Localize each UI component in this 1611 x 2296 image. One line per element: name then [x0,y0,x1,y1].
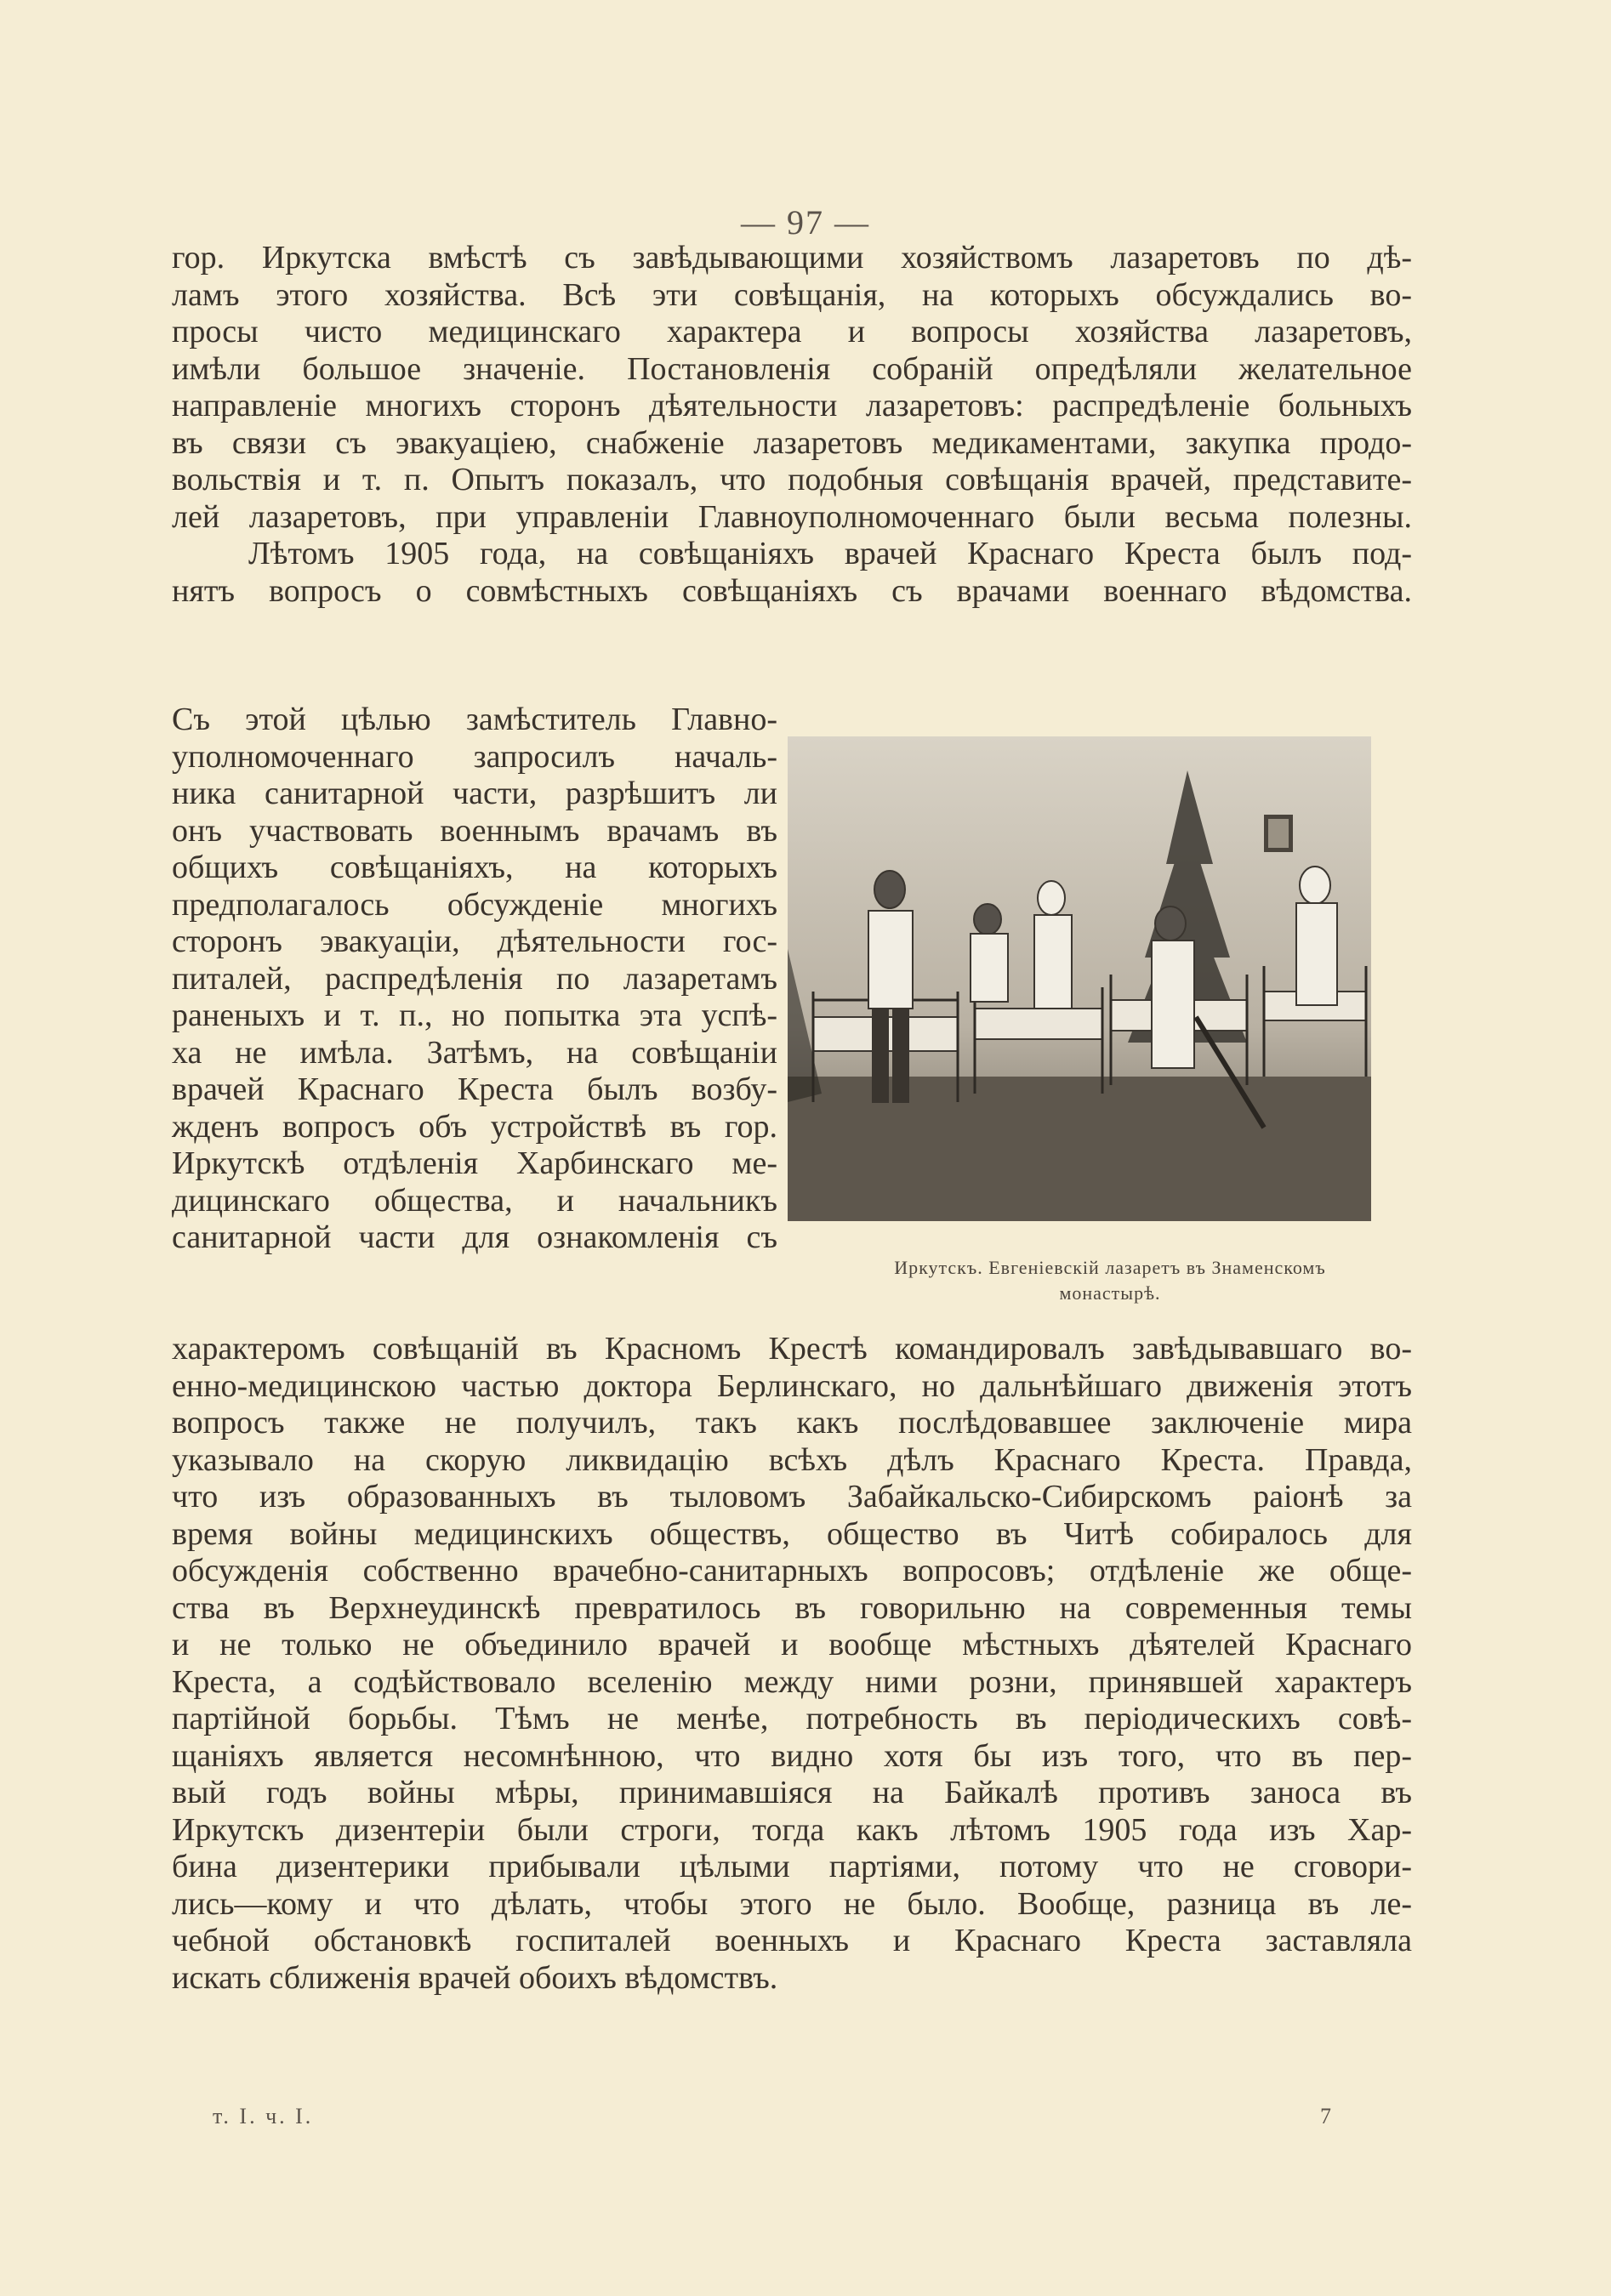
text-line: партійной борьбы. Тѣмъ не менѣе, потребность въ періодическихъ совѣ- [172,1701,1412,1736]
top-paragraph [172,240,1412,610]
text-line: вольствія и т. п. Опытъ показалъ, что подобныя совѣщанія врачей, представите- [172,462,1412,497]
text-line: предполагалось обсужденіе многихъ [172,886,777,923]
text-line: Креста, а содѣйствовало вселенію между ними розни, принявшей характеръ [172,1663,1412,1700]
text-line: характеромъ совѣщаній въ Красномъ Крестѣ командировалъ завѣдывавшаго во- [172,1331,1412,1367]
text-line: жденъ вопросъ объ устройствѣ въ гор. [172,1108,777,1145]
bottom-paragraph [172,1331,1412,1997]
sheet-number: 7 [1320,2104,1331,2128]
sheet-signature: т. I. ч. I. [213,2104,314,2128]
text-line: лей лазаретовъ, при управленіи Главноуполномоченнаго были весьма полезны. [172,498,1412,535]
caption-line: Иркутскъ. Евгеніевскій лазаретъ въ Знаменскомъ [894,1257,1326,1278]
text-line: и не только не объединило врачей и вообще мѣстныхъ дѣятелей Краснаго [172,1627,1412,1662]
text-line: гор. Иркутска вмѣстѣ съ завѣдывающими хозяйствомъ лазаретовъ по дѣ- [172,240,1412,276]
text-line: санитарной части для ознакомленія съ [172,1219,777,1255]
text-line: нятъ вопросъ о совмѣстныхъ совѣщаніяхъ съ врачами военнаго вѣдомства. [172,572,1412,609]
text-line: что изъ образованныхъ въ тыловомъ Забайкальско-Сибирскомъ раіонѣ за [172,1479,1412,1515]
text-line: онъ участвовать военнымъ врачамъ въ [172,812,777,849]
text-line: время войны медицинскихъ обществъ, общество въ Читѣ собиралось для [172,1515,1412,1552]
text-line: Лѣтомъ 1905 года, на совѣщаніяхъ врачей Краснаго Креста былъ под- [248,536,1412,571]
text-line: лись—кому и что дѣлать, чтобы этого не было. Вообще, разница въ ле- [172,1885,1412,1922]
text-line: имѣли большое значеніе. Постановленія собраній опредѣляли желательное [172,350,1412,387]
page-number: — 97 — [741,203,870,242]
text-line: дицинскаго общества, и начальникъ [172,1182,777,1219]
text-line: чебной обстановкѣ госпиталей военныхъ и Краснаго Креста заставляла [172,1923,1412,1958]
text-line: просы чисто медицинскаго характера и вопросы хозяйства лазаретовъ, [172,314,1412,350]
hospital-photo [788,736,1371,1221]
text-line: направленіе многихъ сторонъ дѣятельности лазаретовъ: распредѣленіе больныхъ [172,388,1412,423]
text-line: щаніяхъ является несомнѣнною, что видно хотя бы изъ того, что въ пер- [172,1737,1412,1774]
photo-illustration [788,736,1371,1221]
text-line: питалей, распредѣленія по лазаретамъ [172,960,777,997]
text-line: ника санитарной части, разрѣшитъ ли [172,776,777,811]
text-line: бина дизентерики прибывали цѣлыми партіями, потому что не сговори- [172,1849,1412,1884]
caption-line: монастырѣ. [1059,1282,1161,1304]
text-line: Съ этой цѣлью замѣститель Главно- [172,702,777,737]
wrap-paragraph [172,702,777,1257]
text-line: врачей Краснаго Креста былъ возбу- [172,1071,777,1107]
text-line: сторонъ эвакуаціи, дѣятельности гос- [172,924,777,959]
text-line: вый годъ войны мѣры, принимавшіяся на Байкалѣ противъ заноса въ [172,1775,1412,1810]
text-line: обсужденія собственно врачебно-санитарныхъ вопросовъ; отдѣленіе же обще- [172,1553,1412,1588]
text-line: раненыхъ и т. п., но попытка эта успѣ- [172,997,777,1033]
photo-caption [817,1255,1403,1306]
text-line: ства въ Верхнеудинскѣ превратилось въ говорильню на современныя темы [172,1589,1412,1626]
text-line: ха не имѣла. Затѣмъ, на совѣщаніи [172,1034,777,1071]
text-line: общихъ совѣщаніяхъ, на которыхъ [172,850,777,885]
text-line: Иркутскъ дизентеріи были строги, тогда какъ лѣтомъ 1905 года изъ Хар- [172,1811,1412,1848]
text-line: ламъ этого хозяйства. Всѣ эти совѣщанія, на которыхъ обсуждались во- [172,276,1412,313]
text-line: вопросъ также не получилъ, такъ какъ послѣдовавшее заключеніе мира [172,1405,1412,1441]
text-line: Иркутскѣ отдѣленія Харбинскаго ме- [172,1145,777,1181]
text-line: уполномоченнаго запросилъ началь- [172,738,777,775]
text-line: указывало на скорую ликвидацію всѣхъ дѣлъ Краснаго Креста. Правда, [172,1441,1412,1478]
text-line: енно-медицинскою частью доктора Берлинскаго, но дальнѣйшаго движенія этотъ [172,1367,1412,1404]
text-line: въ связи съ эвакуаціею, снабженіе лазаретовъ медикаментами, закупка продо- [172,424,1412,461]
text-line: искать сближенія врачей обоихъ вѣдомствъ. [172,1959,778,1996]
